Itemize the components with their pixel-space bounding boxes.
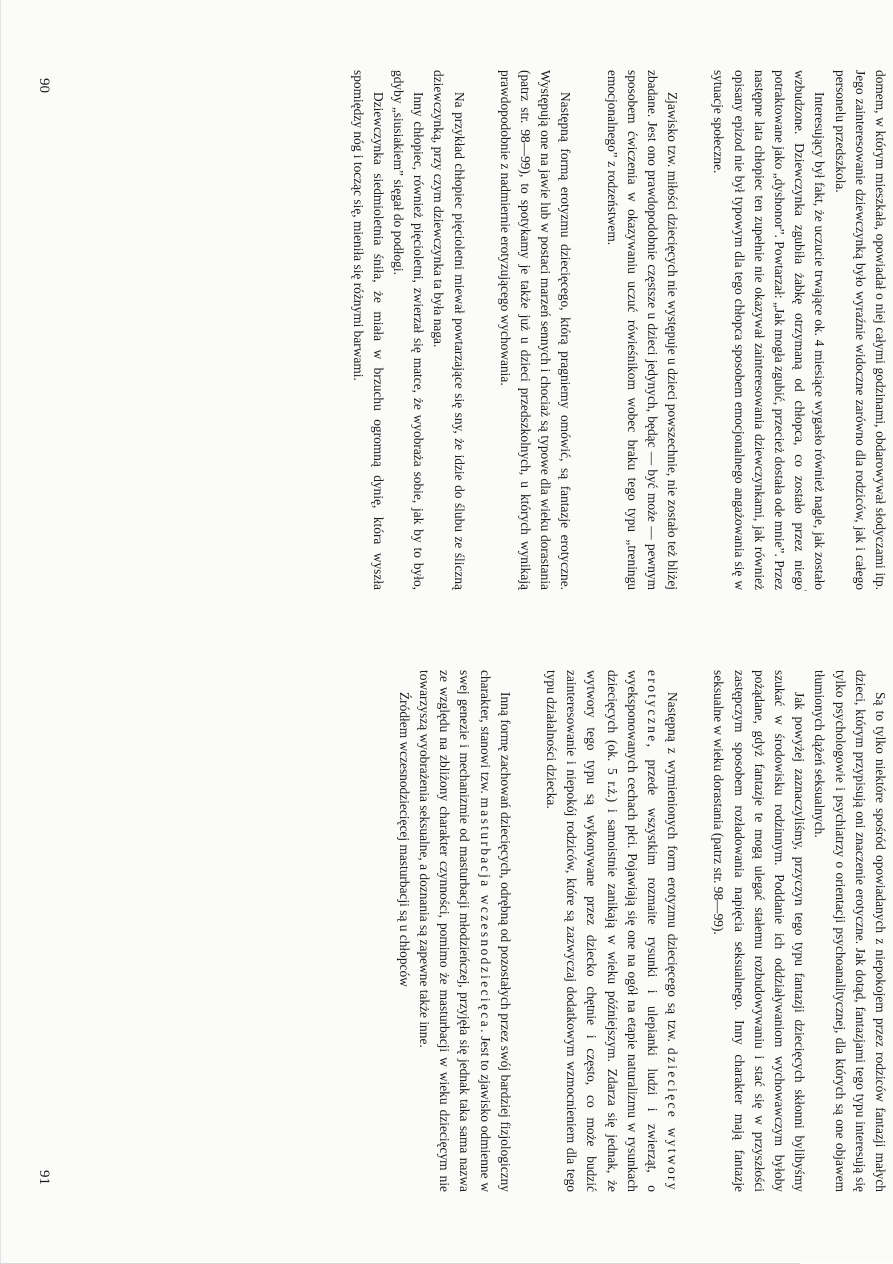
paragraph-gap [575,70,601,590]
paragraph-text: . Jest to zjawisko odmienne w swej genezie i mechanizmie od masturbacji młodzieńczej, przyjęła się jednak taka sama nazwa ze względu na zbliżony charakter czynności, pomimo że masturbacji w wieku dziecięcym nie towarzyszą wyobrażenia seksualne, a doznania są zapewne także inne. [416,670,493,1192]
left-paragraph-6: Inny chłopiec, również pięcioletni, zwierzał się matce, że wyobraża sobie, jak by to było, gdyby „siusiakiem” sięgał do podłogi. [390,70,427,590]
scan-edge-right [0,0,1,1263]
paragraph-gap [469,70,495,590]
left-paragraph-2: Interesujący był fakt, że uczucie trwające ok. 4 miesiące wygasło również nagle, jak zostało wzbudzone. Dziewczynka zgubiła żabkę otrzymaną od chłopca, co zostało przez niego potraktowane jako „dyshonor”. Powtarzał: „Jak mogła zgubić, przecież dostała ode mnie”. Przez następne lata chłopiec ten zupełnie nie okazywał zainteresowania dziewczynkami, jak również opisany epizod nie był typowym dla tego chłopca sposobem emocjonalnego angażowania się w sytuacje społeczne. [711,70,828,590]
page-number-left: 90 [36,78,52,93]
right-paragraph-5: Źródłem wczesnodziecięcej masturbacji są u chłopców [396,692,412,987]
page-number-right: 91 [36,1170,52,1185]
left-paragraph-3: Zjawisko tzw. miłości dziecięcych nie występuje u dzieci powszechnie, nie zostało też bliżej zbadane. Jest ono prawdopodobnie częstsze u dzieci jedynych, będąc — być może — pewnym sposobem ćwiczenia w okazywaniu uczuć rówieśnikom wobec braku tego typu „treningu emocjonalnego” z rodzeństwem. [604,70,681,590]
left-paragraph-7: Dziewczynka siedmioletnia śniła, że miała w brzuchu ogromną dynię, która wyszła spomiędzy nóg i tocząc się, mieniła się różnymi barwami. [350,70,386,590]
left-page [347,70,890,590]
right-paragraph-2: Jak powyżej zaznaczyliśmy, przyczyn tego typu fantazji dziecięcych skłonni bylibyśmy szukać w środowisku rodzinnym. Poddanie ich oddziaływaniom wychowawczym byłoby pożądane, gdyż fantazje te mogą ulegać stałemu rozbudowywaniu i stać się w przyszłości zastępczym sposobem rozładowania napięcia seksualnego. Inny charakter mają fantazje seksualne w wieku dorastania (patrz str. 98—99). [711,670,808,1192]
paragraph-text: Inną formę zachowań dziecięcych, odrębną od pozostałych przez swój bardziej fizjologiczny charakter, stanowi tzw. [477,670,513,1192]
left-paragraph-5: Na przykład chłopiec pięcioletni miewał powtarzające się sny, że idzie do ślubu ze śliczną dziewczynką, przy czym dziewczynka ta była naga. [431,70,467,590]
paragraph-text: , przede wszystkim rozmaite rysunki i ulepianki ludzi i zwierząt, o wyeksponowanych cechach płci. Pojawiają się one na ogół na etapie naturalizmu w rysunkach dziecięcych (ok. 5 r.ż.) i samoistnie zanikają w wieku późniejszym. Zdarza się jednak, że wytwory tego typu są wykonywane przez dziecko chętnie i często, co może budzić zainteresowanie i niepokój rodziców, które są zazwyczaj dodatkowym wzmocnieniem dla tego typu działalności dziecka. [543,670,660,1192]
right-page [394,670,890,1192]
left-paragraph-4: Następną formą erotyzmu dziecięcego, którą pragniemy omówić, są fantazje erotyczne. Występują one na jawie lub w postaci marzeń sennych i chociaż są typowe dla wieku dorastania (patrz str. 98—99), to spotykamy je także już u dzieci przedszkolnych, u których wynikają prawdopodobnie z nadmiernie erotyzującego wychowania. [497,70,574,590]
paragraph-gap [515,670,541,1192]
paragraph-gap [682,70,708,590]
right-paragraph-4 [414,670,515,1192]
emphasized-term: dziecięce wytwory erotyczne [644,670,681,1192]
left-paragraph-1: domem, w którym mieszkała, opowiadał o niej całymi godzinami, obdarowywał słodyczami itp. Jego zainteresowanie dziewczynką było wyraźnie widoczne zarówno dla rodziców, jak i całego personelu przedszkola. [832,70,888,590]
emphasized-term: masturbacja wczesnodziecięca [477,797,493,1030]
right-paragraph-1: Są to tylko niektóre spośród opowiadanych z niepokojem przez rodziców fantazji małych dzieci, którym przypisują oni znaczenie erotyczne. Jak dotąd, fantazjami tego typu interesują się tylko psychologowie i psychiatrzy o orientacji psychoanalitycznej, dla których są one objawem tłumionych dążeń seksualnych. [812,670,888,1192]
paragraph-gap [682,670,708,1192]
book-spread [10,70,890,1230]
right-paragraph-3 [541,670,682,1192]
paragraph-text: Następną z wymienionych form erotyzmu dziecięcego są tzw. [665,692,681,1048]
